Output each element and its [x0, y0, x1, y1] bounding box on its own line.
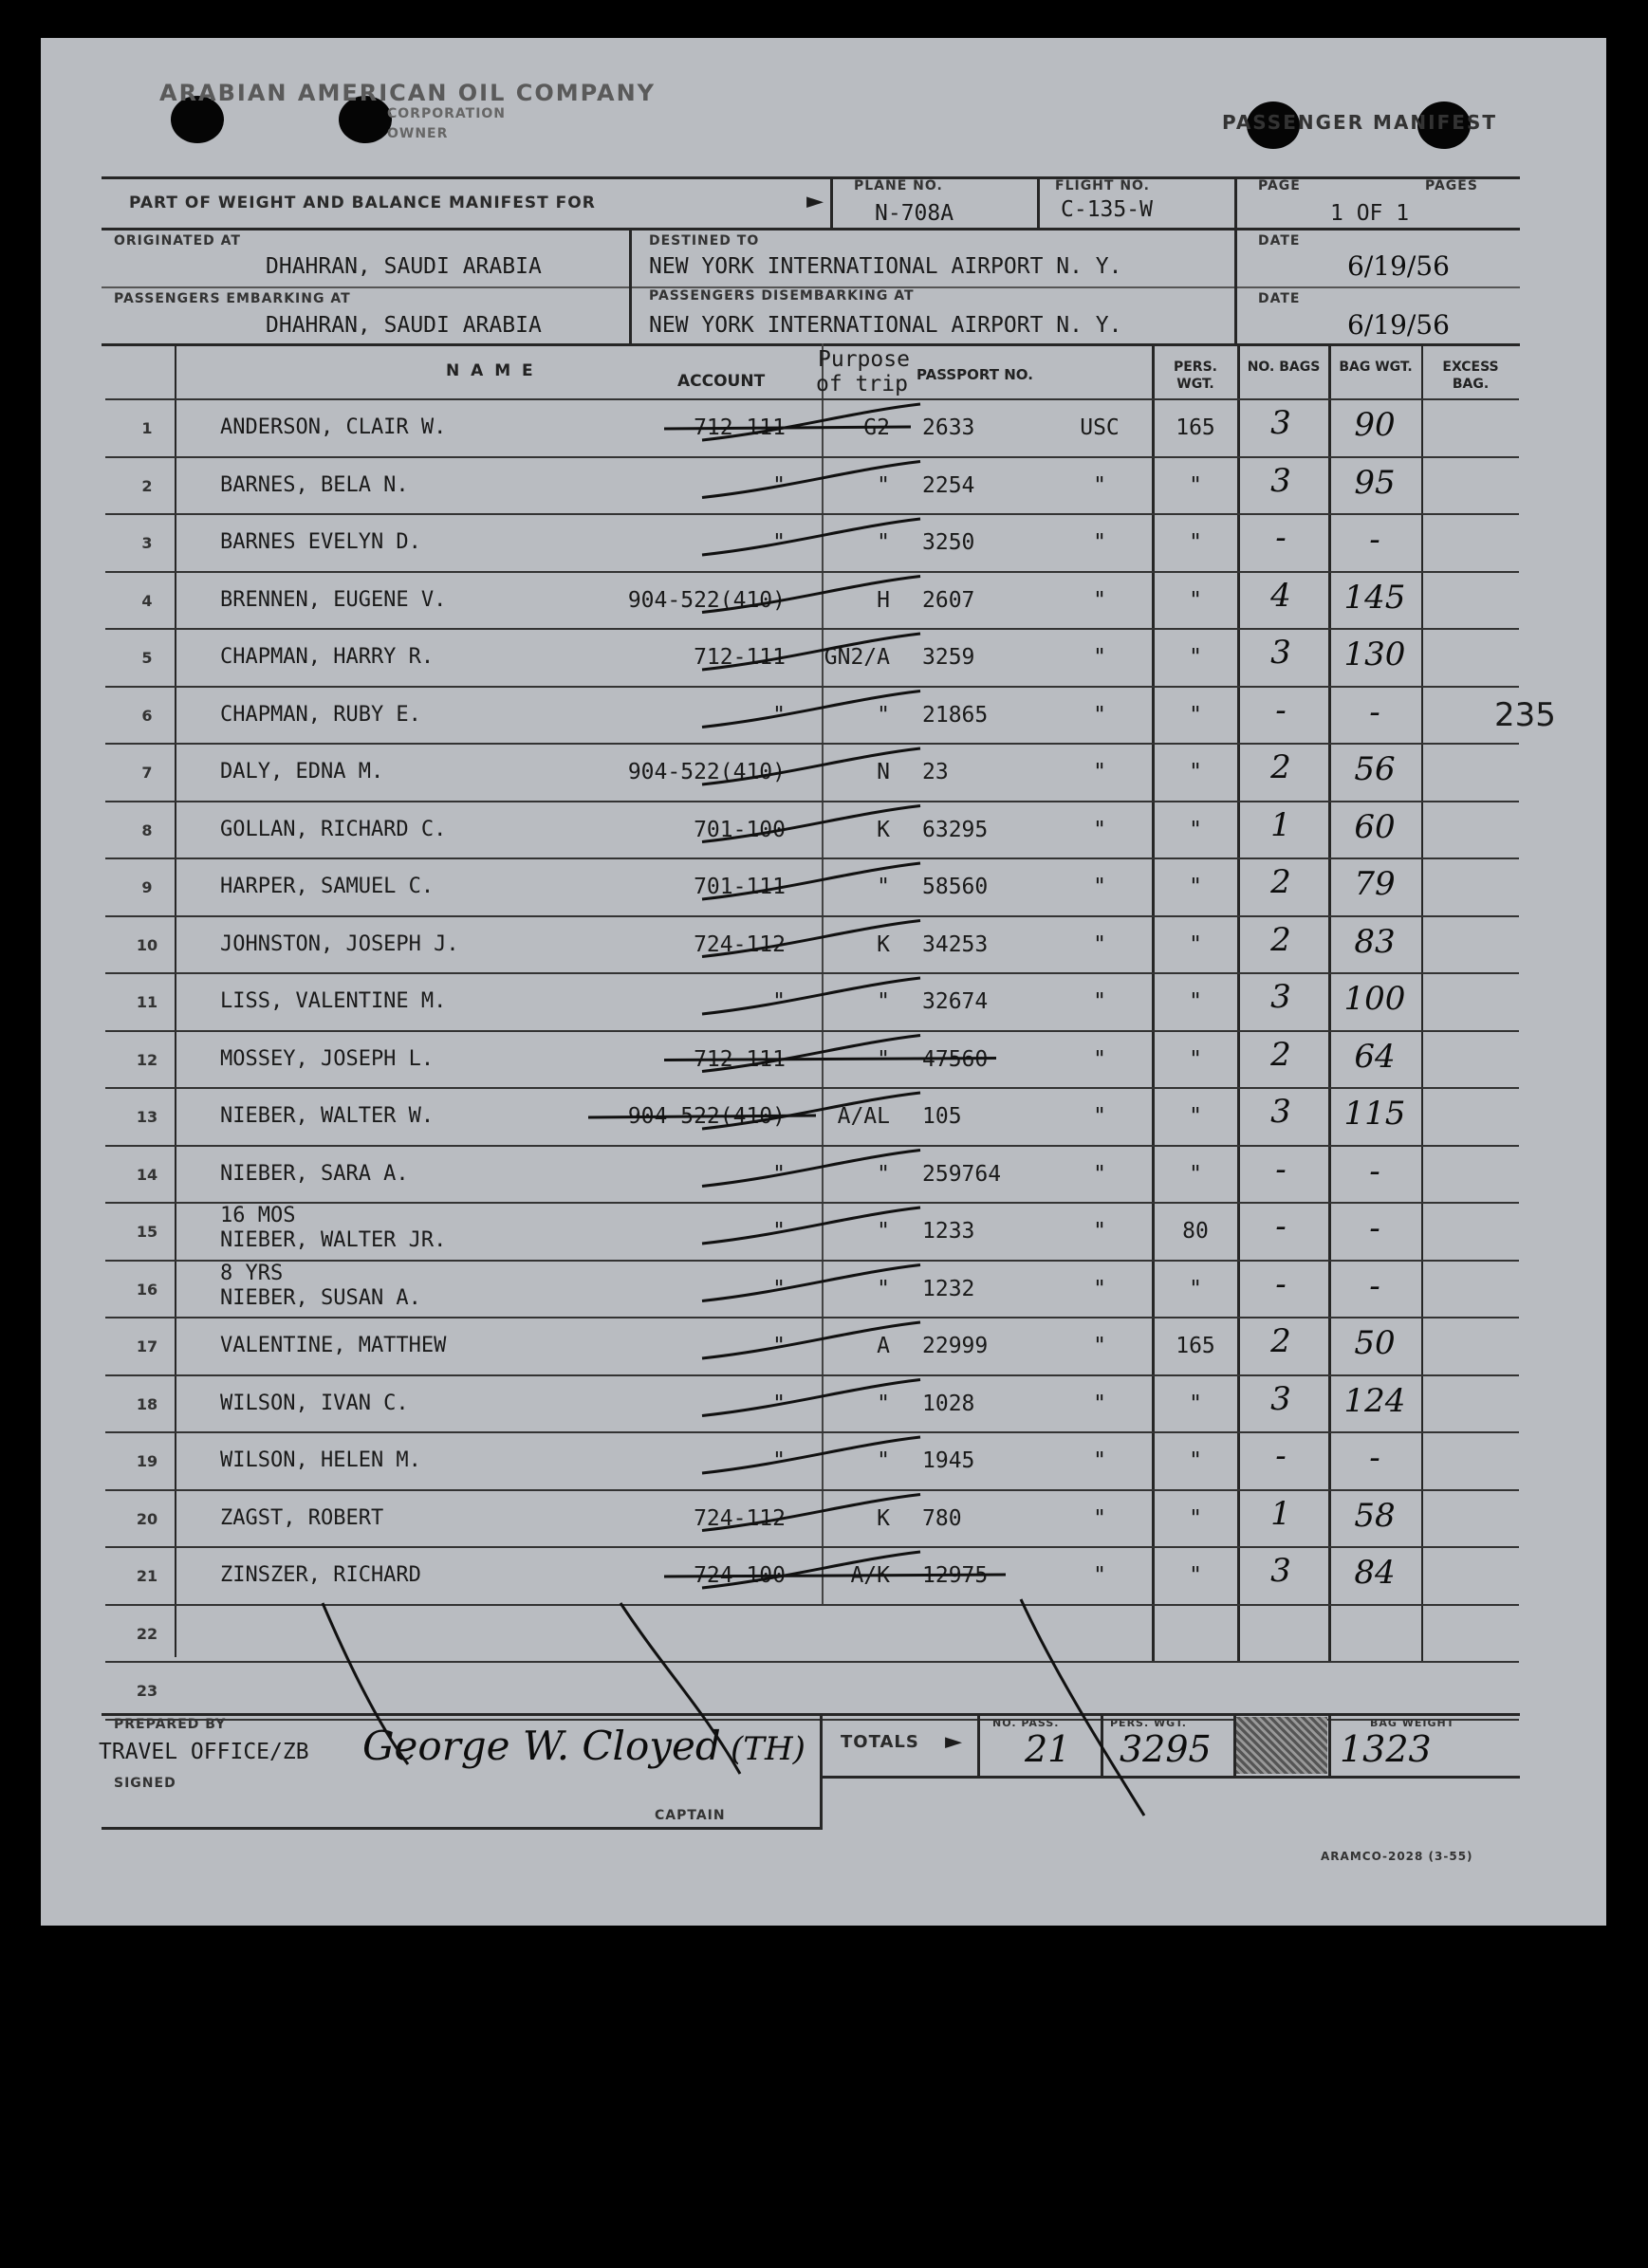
embarking-label: PASSENGERS EMBARKING AT	[114, 291, 351, 306]
row-number: 1	[141, 419, 153, 437]
age-note: 8 YRS	[220, 1261, 284, 1285]
company-line3: OWNER	[387, 126, 449, 141]
bag-weight: 100	[1343, 980, 1406, 1018]
account-number: "	[772, 472, 786, 498]
bag-count: -	[1275, 1150, 1287, 1189]
bag-weight: -	[1369, 1209, 1380, 1247]
purpose-code: "	[877, 1448, 890, 1473]
purpose-code: H	[877, 587, 890, 613]
col-account-header: ACCOUNT	[677, 372, 766, 391]
prepared-by: TRAVEL OFFICE/ZB	[99, 1740, 309, 1764]
personal-weight: "	[1189, 587, 1202, 613]
passport-number: 1945	[922, 1448, 975, 1473]
passport-number: 1232	[922, 1276, 975, 1301]
purpose-code: A	[877, 1334, 890, 1358]
row-number: 23	[136, 1682, 158, 1700]
date-label: DATE	[1258, 233, 1301, 249]
account-number: 712-111	[694, 415, 786, 440]
row-number: 2	[141, 476, 153, 495]
row-number: 14	[136, 1165, 158, 1184]
rule	[102, 343, 1520, 346]
arrow-icon: ►	[806, 184, 824, 217]
passport-number: 23	[922, 760, 949, 784]
rule	[102, 228, 1520, 230]
bag-count: 1	[1270, 805, 1291, 844]
passport-number: 1028	[922, 1391, 975, 1416]
totals-arrow-icon: ►	[945, 1724, 963, 1758]
passport-number: 105	[922, 1104, 962, 1129]
plane-no-label: PLANE NO.	[854, 178, 943, 194]
destined-label: DESTINED TO	[649, 233, 760, 249]
row-separator	[105, 1661, 1519, 1663]
citizenship: "	[1093, 989, 1106, 1014]
account-number: 904-522(410)	[627, 1104, 786, 1129]
row-number: 9	[141, 878, 153, 896]
bag-count: -	[1275, 1437, 1287, 1475]
page-value: 1 OF 1	[1330, 201, 1410, 226]
row-number: 19	[136, 1452, 158, 1470]
account-number: "	[772, 1334, 786, 1358]
bag-count: 3	[1270, 634, 1291, 672]
personal-weight: "	[1189, 1563, 1202, 1588]
personal-weight: "	[1189, 760, 1202, 784]
passport-number: 63295	[922, 817, 989, 842]
bag-count: 3	[1270, 404, 1291, 442]
passenger-name: GOLLAN, RICHARD C.	[220, 817, 447, 841]
account-number: "	[772, 702, 786, 728]
row-number: 7	[141, 764, 153, 782]
row-number: 17	[136, 1337, 158, 1355]
bag-weight: -	[1369, 692, 1380, 731]
citizenship: "	[1093, 875, 1106, 899]
plane-no: N-708A	[875, 201, 954, 226]
purpose-code: "	[877, 1219, 890, 1244]
passenger-name: BARNES, BELA N.	[220, 472, 409, 497]
bag-count: -	[1275, 519, 1287, 557]
row-separator	[105, 1087, 1519, 1089]
row-number: 20	[136, 1509, 158, 1528]
passenger-name: NIEBER, WALTER JR.	[220, 1228, 447, 1252]
passenger-name: VALENTINE, MATTHEW	[220, 1334, 447, 1357]
bag-weight: 58	[1354, 1496, 1396, 1535]
bag-weight: 115	[1343, 1095, 1406, 1133]
row-separator	[105, 915, 1519, 917]
citizenship: "	[1093, 530, 1106, 555]
personal-weight: "	[1189, 1276, 1202, 1301]
row-number: 11	[136, 993, 158, 1011]
citizenship: "	[1093, 1448, 1106, 1473]
disembarking-at: NEW YORK INTERNATIONAL AIRPORT N. Y.	[649, 313, 1122, 338]
account-number: "	[772, 1276, 786, 1301]
row-separator	[105, 513, 1519, 515]
citizenship: "	[1093, 760, 1106, 784]
row-separator	[105, 1604, 1519, 1606]
row-number: 15	[136, 1223, 158, 1241]
personal-weight: 165	[1176, 1334, 1215, 1358]
row-separator	[105, 1145, 1519, 1147]
citizenship: "	[1093, 587, 1106, 613]
citizenship: "	[1093, 702, 1106, 728]
col-excess-bag-header: EXCESS BAG.	[1442, 360, 1499, 392]
row-number: 10	[136, 935, 158, 954]
disembarking-label: PASSENGERS DISEMBARKING AT	[649, 288, 915, 304]
account-number: 724-112	[694, 1505, 786, 1531]
row-separator	[105, 1260, 1519, 1262]
rule	[175, 343, 176, 1657]
passenger-name: CHAPMAN, HARRY R.	[220, 645, 435, 669]
row-separator	[105, 1202, 1519, 1204]
citizenship: USC	[1080, 415, 1120, 440]
rule	[1037, 176, 1040, 228]
passenger-name: HARPER, SAMUEL C.	[220, 875, 435, 898]
passenger-name: LISS, VALENTINE M.	[220, 989, 447, 1013]
personal-weight: 80	[1182, 1219, 1209, 1244]
passenger-name: WILSON, HELEN M.	[220, 1448, 421, 1472]
row-separator	[105, 456, 1519, 458]
citizenship: "	[1093, 1563, 1106, 1588]
totals-label: TOTALS	[841, 1732, 919, 1752]
personal-weight: 165	[1176, 415, 1215, 440]
passenger-name: NIEBER, WALTER W.	[220, 1104, 435, 1128]
passenger-name: BARNES EVELYN D.	[220, 530, 421, 554]
account-number: 724-112	[694, 931, 786, 957]
signed-label: SIGNED	[114, 1776, 176, 1791]
passport-number: 3250	[922, 530, 975, 555]
row-separator	[105, 801, 1519, 802]
passenger-name: ZINSZER, RICHARD	[220, 1563, 421, 1587]
col-bag-wgt-header: BAG WGT.	[1339, 360, 1413, 375]
row-separator	[105, 972, 1519, 974]
personal-weight: "	[1189, 817, 1202, 842]
bag-weight: -	[1369, 1152, 1380, 1190]
bag-count: -	[1275, 691, 1287, 729]
bag-weight: -	[1369, 1439, 1380, 1477]
purpose-code: "	[877, 989, 890, 1014]
passenger-name: DALY, EDNA M.	[220, 760, 384, 784]
personal-weight: "	[1189, 1448, 1202, 1473]
date-embarking: 6/19/56	[1347, 309, 1450, 341]
purpose-code: GN2/A	[824, 645, 890, 670]
citizenship: "	[1093, 1391, 1106, 1416]
rule	[1237, 343, 1240, 1662]
account-number: "	[772, 530, 786, 555]
purpose-code: "	[877, 472, 890, 498]
bag-weight: 84	[1354, 1554, 1396, 1592]
citizenship: "	[1093, 1161, 1106, 1187]
date-originated: 6/19/56	[1347, 250, 1450, 282]
bag-weight: 124	[1343, 1381, 1406, 1420]
passport-number: 259764	[922, 1161, 1002, 1187]
row-number: 5	[141, 649, 153, 667]
pers-wgt-label: PERS. WGT.	[1110, 1717, 1187, 1729]
bag-count: -	[1275, 1208, 1287, 1245]
part-of-label: PART OF WEIGHT AND BALANCE MANIFEST FOR	[129, 194, 596, 212]
passport-number: 2607	[922, 587, 975, 613]
date-label-2: DATE	[1258, 291, 1301, 306]
captain-label: CAPTAIN	[655, 1808, 726, 1823]
passenger-name: CHAPMAN, RUBY E.	[220, 702, 421, 727]
passport-number: 2633	[922, 415, 975, 440]
personal-weight: "	[1189, 989, 1202, 1014]
row-separator	[105, 1374, 1519, 1376]
purpose-code: A/K	[850, 1563, 890, 1588]
rule	[820, 1713, 823, 1829]
col-no-bags-header: NO. BAGS	[1247, 360, 1321, 375]
passenger-name: NIEBER, SARA A.	[220, 1161, 409, 1186]
personal-weight: "	[1189, 875, 1202, 899]
flight-no-label: FLIGHT NO.	[1055, 178, 1150, 194]
row-number: 18	[136, 1394, 158, 1413]
rule	[830, 176, 833, 228]
bag-weight: 145	[1343, 578, 1406, 617]
purpose-code: A/AL	[837, 1104, 890, 1129]
bag-weight: 64	[1354, 1037, 1396, 1076]
pers-wgt-total: 3295	[1120, 1728, 1212, 1770]
personal-weight: "	[1189, 702, 1202, 728]
passenger-name: MOSSEY, JOSEPH L.	[220, 1046, 435, 1071]
purpose-code: K	[877, 817, 890, 842]
bag-count: 1	[1270, 1494, 1291, 1533]
prepared-by-label: PREPARED BY	[114, 1717, 227, 1732]
originated-label: ORIGINATED AT	[114, 233, 241, 249]
form-number: ARAMCO-2028 (3-55)	[1321, 1850, 1473, 1863]
account-number: 724-100	[694, 1563, 786, 1588]
rule	[102, 1713, 823, 1716]
account-number: "	[772, 1219, 786, 1244]
bag-count: 3	[1270, 1552, 1291, 1590]
passport-number: 3259	[922, 645, 975, 670]
bag-count: 2	[1270, 748, 1291, 786]
personal-weight: "	[1189, 1161, 1202, 1187]
row-number: 13	[136, 1108, 158, 1126]
bag-count: 3	[1270, 1093, 1291, 1131]
passport-number: 22999	[922, 1334, 989, 1358]
passport-number: 34253	[922, 931, 989, 957]
rule	[820, 1713, 1520, 1716]
account-number: "	[772, 1161, 786, 1187]
row-number: 8	[141, 821, 153, 839]
bag-weight: 79	[1354, 865, 1396, 903]
embarking-at: DHAHRAN, SAUDI ARABIA	[266, 313, 542, 338]
citizenship: "	[1093, 1104, 1106, 1129]
company-line2: CORPORATION	[387, 106, 507, 121]
citizenship: "	[1093, 817, 1106, 842]
rule	[1421, 343, 1423, 1662]
bag-weight-total: 1323	[1340, 1728, 1432, 1770]
passport-number: 58560	[922, 875, 989, 899]
rule	[629, 228, 632, 343]
personal-weight: "	[1189, 472, 1202, 498]
col-name-header: N A M E	[446, 361, 536, 380]
form-title: PASSENGER MANIFEST	[1222, 111, 1497, 134]
passport-number: 1233	[922, 1219, 975, 1244]
row-number: 4	[141, 591, 153, 610]
account-number: 701-111	[694, 875, 786, 899]
personal-weight: "	[1189, 530, 1202, 555]
bag-weight: 60	[1354, 807, 1396, 846]
bag-count: 4	[1270, 576, 1291, 615]
passenger-name: BRENNEN, EUGENE V.	[220, 587, 447, 612]
personal-weight: "	[1189, 931, 1202, 957]
bag-weight: 95	[1354, 463, 1396, 502]
row-number: 3	[141, 534, 153, 552]
account-number: "	[772, 1448, 786, 1473]
rule	[1101, 1713, 1103, 1776]
originated-at: DHAHRAN, SAUDI ARABIA	[266, 254, 542, 279]
row-number: 22	[136, 1624, 158, 1643]
account-number: "	[772, 1391, 786, 1416]
bag-weight-label: BAG WEIGHT	[1370, 1717, 1455, 1729]
citizenship: "	[1093, 1219, 1106, 1244]
row-separator	[105, 1431, 1519, 1433]
row-number: 6	[141, 706, 153, 725]
bag-weight: 50	[1354, 1324, 1396, 1362]
passenger-name: ZAGST, ROBERT	[220, 1505, 384, 1530]
rule	[1152, 343, 1155, 1662]
citizenship: "	[1093, 645, 1106, 670]
pages-label: PAGES	[1425, 178, 1478, 194]
account-number: "	[772, 989, 786, 1014]
passport-number: 21865	[922, 702, 989, 728]
passenger-name: ANDERSON, CLAIR W.	[220, 415, 447, 439]
row-separator	[105, 571, 1519, 573]
col-purpose-header-2: of trip	[816, 372, 908, 396]
citizenship: "	[1093, 1334, 1106, 1358]
row-separator	[105, 1489, 1519, 1491]
bag-count: 2	[1270, 920, 1291, 959]
passport-number: 47560	[922, 1046, 989, 1072]
bag-count: 3	[1270, 978, 1291, 1016]
purpose-code: "	[877, 1161, 890, 1187]
purpose-code: "	[877, 530, 890, 555]
purpose-code: "	[877, 1046, 890, 1072]
citizenship: "	[1093, 931, 1106, 957]
row-separator	[105, 1030, 1519, 1032]
rule	[102, 1827, 823, 1830]
bag-count: -	[1275, 1264, 1287, 1303]
col-purpose-header: Purpose	[818, 347, 910, 372]
row-separator	[105, 857, 1519, 859]
purpose-code: K	[877, 931, 890, 957]
personal-weight: "	[1189, 1046, 1202, 1072]
citizenship: "	[1093, 1505, 1106, 1531]
flight-no: C-135-W	[1061, 197, 1153, 222]
captain-signature: George W. Cloyed	[362, 1723, 721, 1769]
account-number: 712-111	[694, 645, 786, 670]
bag-weight: -	[1369, 1266, 1380, 1305]
shaded-box	[1236, 1717, 1327, 1774]
purpose-code: K	[877, 1505, 890, 1531]
rule	[977, 1713, 980, 1776]
col-pers-wgt-header: PERS. WGT.	[1173, 360, 1217, 392]
personal-weight: "	[1189, 1505, 1202, 1531]
row-separator	[105, 1317, 1519, 1318]
row-number: 12	[136, 1050, 158, 1069]
bag-weight: 83	[1354, 922, 1396, 961]
bag-count: 2	[1270, 1035, 1291, 1074]
passport-number: 32674	[922, 989, 989, 1014]
row-number: 21	[136, 1567, 158, 1585]
purpose-code: "	[877, 1276, 890, 1301]
passport-number: 780	[922, 1505, 962, 1531]
account-number: 904-522(410)	[627, 587, 786, 613]
bag-weight: 90	[1354, 406, 1396, 444]
no-pass-label: NO. PASS.	[992, 1717, 1060, 1729]
margin-note: 235	[1494, 696, 1556, 734]
age-note: 16 MOS	[220, 1204, 296, 1227]
bag-weight: 56	[1354, 750, 1396, 788]
signature-suffix: (TH)	[731, 1730, 805, 1768]
passport-number: 12975	[922, 1563, 989, 1588]
rule	[1328, 1713, 1331, 1776]
rule	[1328, 343, 1331, 1662]
purpose-code: G2	[863, 415, 890, 440]
passport-number: 2254	[922, 472, 975, 498]
row-separator	[105, 743, 1519, 745]
bag-count: 2	[1270, 1322, 1291, 1360]
account-number: 712-111	[694, 1046, 786, 1072]
row-separator	[105, 686, 1519, 688]
rule	[1234, 176, 1237, 343]
row-number: 16	[136, 1280, 158, 1299]
bag-weight: 130	[1343, 636, 1406, 673]
citizenship: "	[1093, 1046, 1106, 1072]
row-separator	[105, 628, 1519, 630]
purpose-code: N	[877, 760, 890, 784]
rule	[102, 176, 1520, 179]
purpose-code: "	[877, 875, 890, 899]
company-name: ARABIAN AMERICAN OIL COMPANY	[159, 80, 657, 106]
bag-count: 2	[1270, 863, 1291, 901]
passenger-name: JOHNSTON, JOSEPH J.	[220, 931, 459, 956]
personal-weight: "	[1189, 645, 1202, 670]
passenger-name: WILSON, IVAN C.	[220, 1391, 409, 1415]
bag-count: 3	[1270, 461, 1291, 500]
page-label: PAGE	[1258, 178, 1301, 194]
account-number: 904-522(410)	[627, 760, 786, 784]
rule	[820, 1776, 1520, 1779]
bag-count: 3	[1270, 1379, 1291, 1418]
citizenship: "	[1093, 1276, 1106, 1301]
citizenship: "	[1093, 472, 1106, 498]
passenger-name: NIEBER, SUSAN A.	[220, 1285, 421, 1310]
bag-weight: -	[1369, 521, 1380, 559]
purpose-code: "	[877, 702, 890, 728]
purpose-code: "	[877, 1391, 890, 1416]
destined-to: NEW YORK INTERNATIONAL AIRPORT N. Y.	[649, 254, 1122, 279]
account-number: 701-100	[694, 817, 786, 842]
row-separator	[105, 398, 1519, 400]
personal-weight: "	[1189, 1391, 1202, 1416]
no-pass-total: 21	[1025, 1728, 1071, 1770]
row-separator	[105, 1546, 1519, 1548]
col-passport-header: PASSPORT NO.	[917, 366, 1033, 383]
personal-weight: "	[1189, 1104, 1202, 1129]
